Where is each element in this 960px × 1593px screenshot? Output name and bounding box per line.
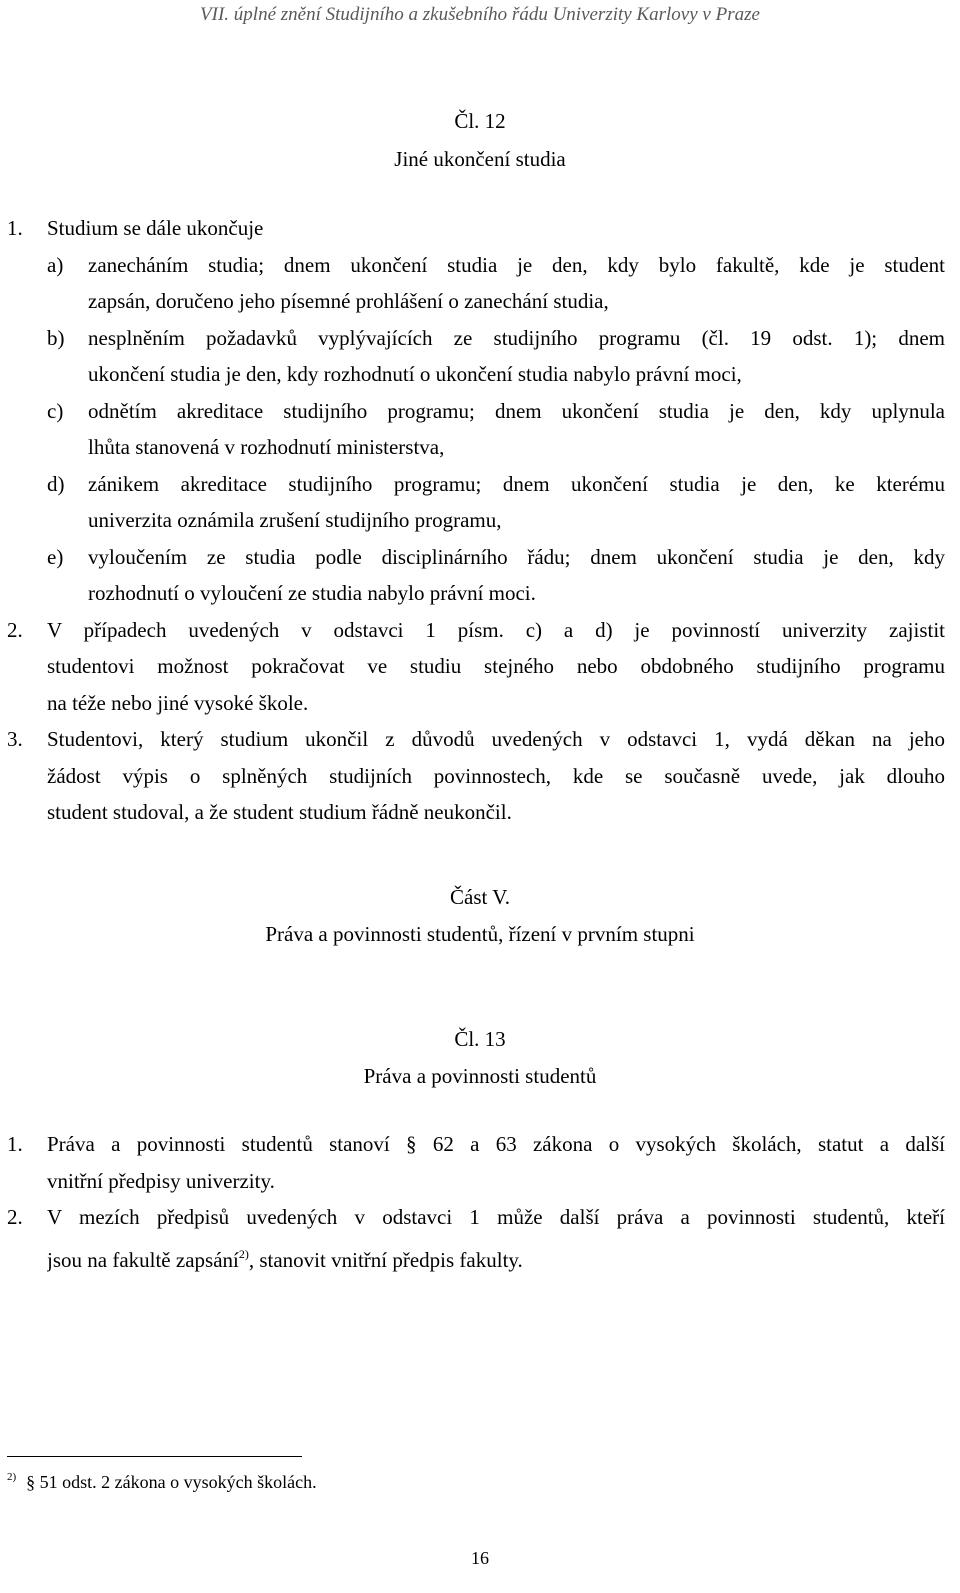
article-13-paragraph-1-number: 1.: [7, 1132, 23, 1156]
paragraph-number: 1.: [7, 216, 23, 240]
article-13-paragraphs: [0, 1126, 960, 1272]
item-e-line-1: vyloučením ze studia podle disciplinárního řádu; dnem ukončení studia je den, kdy: [88, 544, 945, 569]
article-12-number: Čl. 12: [454, 109, 506, 133]
item-c-line-1: odnětím akreditace studijního programu; dnem ukončení studia je den, kdy uplynula: [88, 398, 945, 423]
article-13-title: Práva a povinnosti studentů: [363, 1064, 597, 1088]
article-13-paragraph-2-number: 2.: [7, 1205, 23, 1229]
item-label-d: d): [47, 471, 65, 496]
part-5-number: Část V.: [450, 885, 510, 909]
footnote: [7, 1464, 317, 1495]
page-number: 16: [471, 1548, 489, 1568]
line-text-end: , stanovit vnitřní předpis fakulty.: [248, 1247, 523, 1272]
article-12-title: Jiné ukončení studia: [394, 147, 566, 171]
page-header: VII. úplné znění Studijního a zkušebního řádu Univerzity Karlovy v Praze: [200, 4, 760, 25]
article-13-paragraph-2-line-2: [47, 1236, 945, 1279]
item-b-line-2: ukončení studia je den, kdy rozhodnutí o ukončení studia nabylo právní moci,: [88, 362, 742, 386]
footnote-marker: 2): [7, 1471, 17, 1483]
paragraph-2-line-2: studentovi možnost pokračovat ve studiu stejného nebo obdobného studijního programu: [47, 654, 945, 678]
footnote-text: § 51 odst. 2 zákona o vysokých školách.: [26, 1472, 317, 1492]
item-d-line-1: zánikem akreditace studijního programu; dnem ukončení studia je den, ke kterému: [88, 471, 945, 496]
article-13-paragraph-2-line-1: V mezích předpisů uvedených v odstavci 1 může další práva a povinnosti studentů, kteří: [47, 1205, 945, 1229]
article-12-paragraph-1: [0, 210, 960, 831]
item-c-line-2: lhůta stanovená v rozhodnutí ministerstva,: [88, 435, 445, 459]
paragraph-2-line-1: V případech uvedených v odstavci 1 písm. c) a d) je povinností univerzity zajistit: [47, 617, 945, 642]
item-label-e: e): [47, 544, 64, 569]
item-d-line-2: univerzita oznámila zrušení studijního programu,: [88, 508, 502, 532]
paragraph-2-number: 2.: [7, 617, 23, 642]
paragraph-3-line-3: student studoval, a že student studium řádně neukončil.: [47, 800, 512, 824]
paragraph-3-number: 3.: [7, 727, 23, 751]
paragraph-2-line-3: na téže nebo jiné vysoké škole.: [47, 690, 309, 715]
footnote-reference[interactable]: 2): [238, 1246, 249, 1261]
line-text-start: jsou na fakultě zapsání: [47, 1247, 239, 1272]
paragraph-text: Studium se dále ukončuje: [47, 216, 264, 240]
item-label-b: b): [47, 325, 65, 350]
article-13-number: Čl. 13: [454, 1027, 506, 1051]
article-13-paragraph-1-line-1: Práva a povinnosti studentů stanoví § 62 a 63 zákona o vysokých školách, statut a další: [47, 1132, 945, 1156]
item-e-line-2: rozhodnutí o vyloučení ze studia nabylo právní moci.: [88, 581, 536, 605]
item-label-a: a): [47, 252, 64, 277]
item-a-line-2: zapsán, doručeno jeho písemné prohlášení o zanechání studia,: [88, 289, 609, 313]
part-5-title: Práva a povinnosti studentů, řízení v prvním stupni: [265, 922, 695, 946]
item-b-line-1: nesplněním požadavků vyplývajících ze studijního programu (čl. 19 odst. 1); dnem: [88, 325, 945, 350]
footnote-separator: [7, 1456, 302, 1457]
paragraph-3-line-1: Studentovi, který studium ukončil z důvodů uvedených v odstavci 1, vydá děkan na jeho: [47, 727, 945, 751]
article-13-paragraph-1-line-2: vnitřní předpisy univerzity.: [47, 1168, 275, 1193]
item-label-c: c): [47, 398, 64, 423]
item-a-line-1: zanecháním studia; dnem ukončení studia je den, kdy bylo fakultě, kde je student: [88, 252, 945, 277]
paragraph-3-line-2: žádost výpis o splněných studijních povinnostech, kde se současně uvede, jak dlouho: [47, 763, 945, 788]
